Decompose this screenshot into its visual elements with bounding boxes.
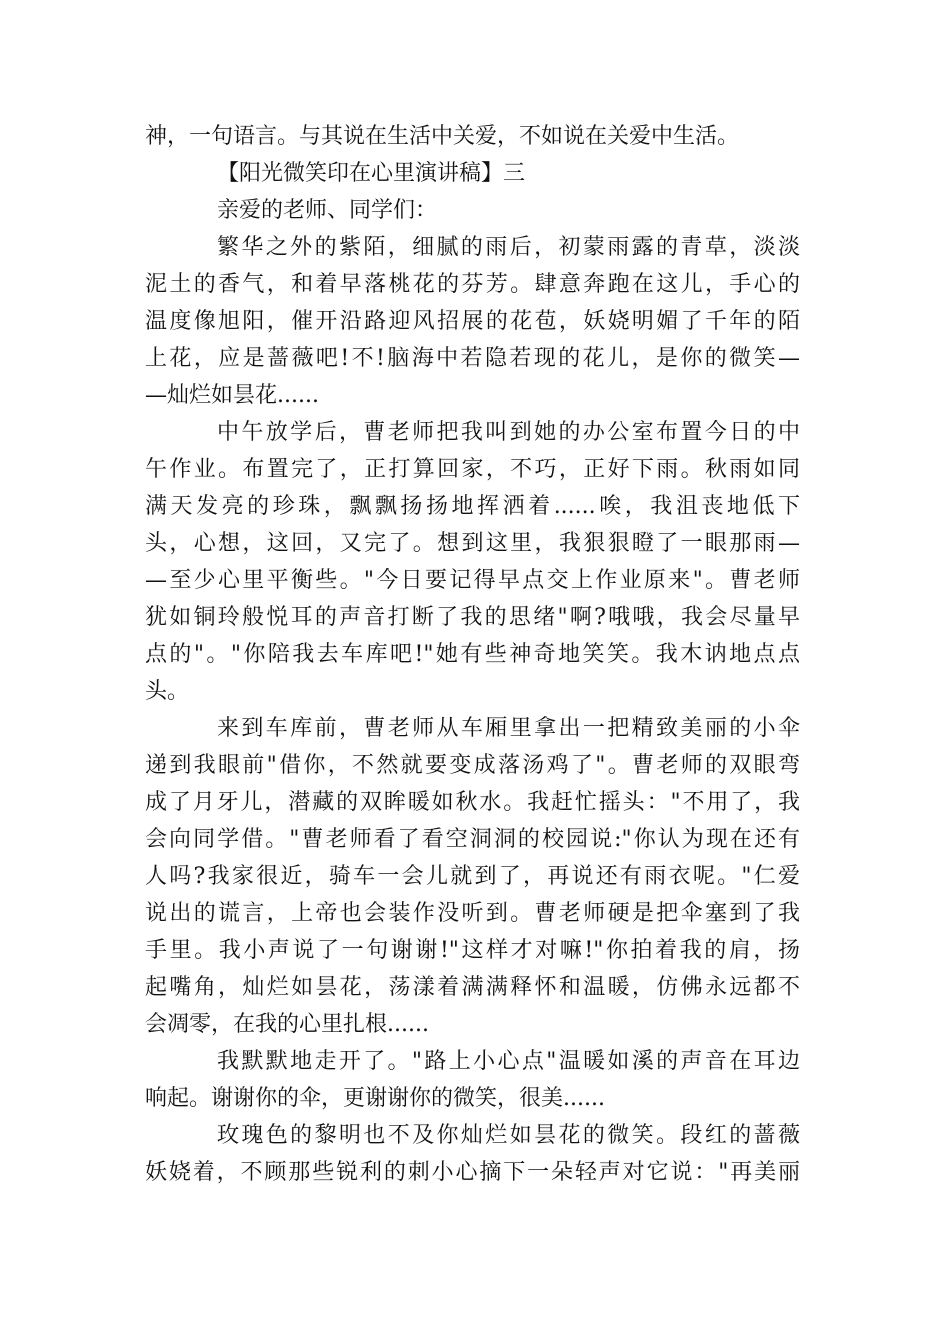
text-line: 人吗?我家很近，骑车一会儿就到了，再说还有雨衣呢。"仁爱 (145, 864, 800, 889)
text-line: 上花，应是蔷薇吧!不!脑海中若隐若现的花儿，是你的微笑— (145, 346, 800, 371)
text-line: 头。 (145, 679, 190, 704)
text-line: 会凋零，在我的心里扎根...... (145, 1012, 429, 1037)
text-line: 满天发亮的珍珠，飘飘扬扬地挥洒着......唉，我沮丧地低下 (145, 494, 800, 519)
text-line: 响起。谢谢你的伞，更谢谢你的微笑，很美...... (145, 1086, 605, 1111)
text-line: 亲爱的老师、同学们： (217, 198, 438, 223)
text-line: 温度像旭阳，催开沿路迎风招展的花苞，妖娆明媚了千年的陌 (145, 309, 800, 334)
text-line: 午作业。布置完了，正打算回家，不巧，正好下雨。秋雨如同 (145, 457, 800, 482)
text-line: 玫瑰色的黎明也不及你灿烂如昙花的微笑。段红的蔷薇 (217, 1123, 800, 1148)
text-line: 成了月牙儿，潜藏的双眸暖如秋水。我赶忙摇头："不用了，我 (145, 790, 800, 815)
text-line: 我默默地走开了。"路上小心点"温暖如溪的声音在耳边 (217, 1049, 800, 1074)
document-body (145, 118, 800, 1191)
text-line: 来到车库前，曹老师从车厢里拿出一把精致美丽的小伞 (217, 716, 800, 741)
text-line: —灿烂如昙花...... (145, 383, 319, 408)
text-line: 犹如铜玲般悦耳的声音打断了我的思绪"啊?哦哦，我会尽量早 (145, 605, 800, 630)
text-line: 会向同学借。"曹老师看了看空洞洞的校园说:"你认为现在还有 (145, 827, 800, 852)
text-line: 中午放学后，曹老师把我叫到她的办公室布置今日的中 (217, 420, 800, 445)
text-line: 点的"。"你陪我去车库吧!"她有些神奇地笑笑。我木讷地点点 (145, 642, 800, 667)
text-line: 头，心想，这回，又完了。想到这里，我狠狠瞪了一眼那雨— (145, 531, 800, 556)
text-line: 起嘴角，灿烂如昙花，荡漾着满满释怀和温暖，仿佛永远都不 (145, 975, 800, 1000)
text-line: 【阳光微笑印在心里演讲稿】三 (217, 161, 526, 186)
text-line: 神，一句语言。与其说在生活中关爱，不如说在关爱中生活。 (145, 124, 740, 149)
text-line: 繁华之外的紫陌，细腻的雨后，初蒙雨露的青草，淡淡 (217, 235, 800, 260)
text-line: 泥土的香气，和着早落桃花的芬芳。肆意奔跑在这儿，手心的 (145, 272, 800, 297)
text-line: 手里。我小声说了一句谢谢!"这样才对嘛!"你拍着我的肩，扬 (145, 938, 800, 963)
text-line: 说出的谎言，上帝也会装作没听到。曹老师硬是把伞塞到了我 (145, 901, 800, 926)
text-line: 妖娆着，不顾那些锐利的刺小心摘下一朵轻声对它说："再美丽 (145, 1160, 800, 1185)
text-line: 递到我眼前"借你，不然就要变成落汤鸡了"。曹老师的双眼弯 (145, 753, 800, 778)
document-page (145, 118, 800, 1191)
text-line: —至少心里平衡些。"今日要记得早点交上作业原来"。曹老师 (145, 568, 800, 593)
